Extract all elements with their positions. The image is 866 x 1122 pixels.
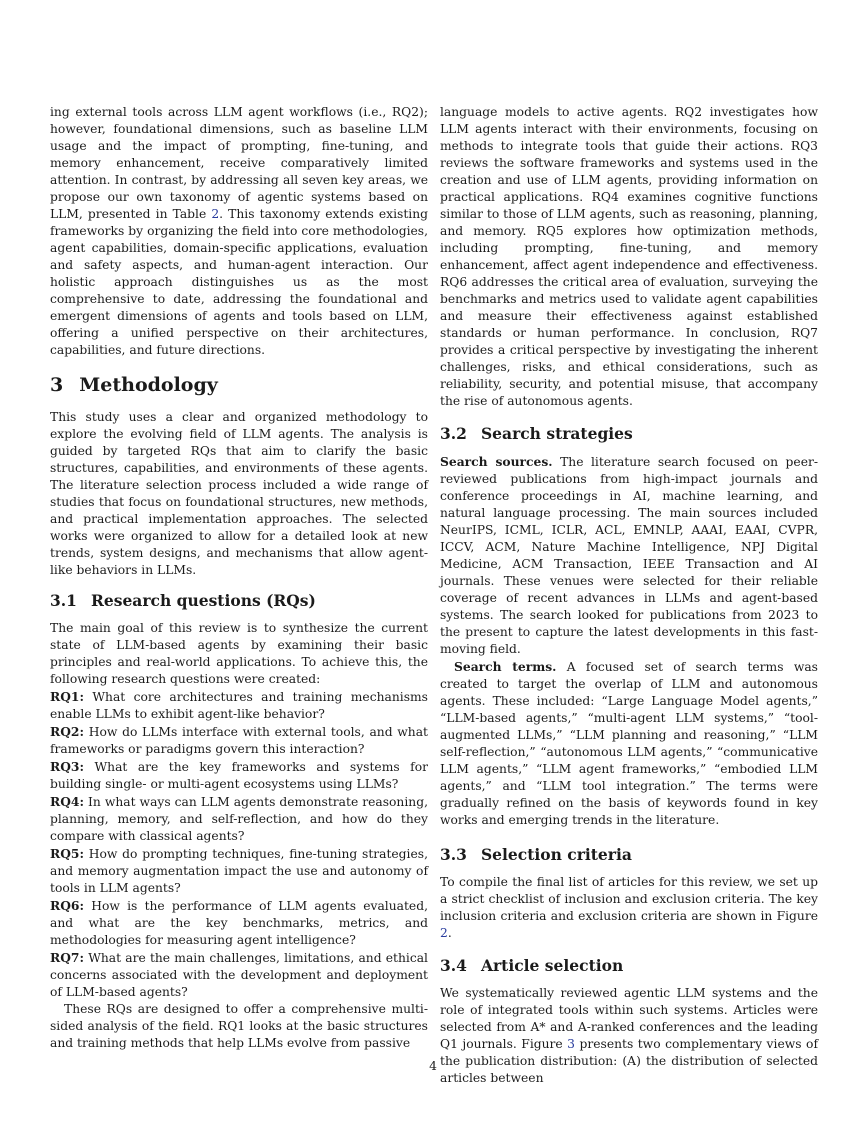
section-3-1-heading: 3.1 Research questions (RQs) (50, 591, 316, 610)
rq-continuation-paragraph: language models to active agents. RQ2 investigates how LLM agents interact with their environments, focusing on methods to integrate tools that guide their actions. RQ3 reviews the software frameworks and systems used in the creation and use of LLM agents, providing information on practical applications. RQ4 examines cognitive functions similar to those of LLM agents, such as reasoning, planning, and memory. RQ5 explores how optimization methods, including prompting, fine-tuning, and memory enhancement, affect agent independence and effectiveness. RQ6 addresses the critical area of evaluation, surveying the benchmarks and metrics used to validate agent capabilities and measure their effectiveness against established standards or human performance. In conclusion, RQ7 provides a critical perspective by investigating the inherent challenges, risks, and ethical considerations, such as reliability, security, and potential misuse, that accompany the rise of autonomous agents. (440, 105, 818, 408)
figure-3-ref-link[interactable]: 3 (567, 1037, 575, 1051)
rq2-item: RQ2: How do LLMs interface with external tools, and what frameworks or paradigms govern this interaction? (50, 724, 428, 756)
section-3-2-heading: 3.2 Search strategies (440, 424, 633, 443)
page-number: 4 (429, 1059, 437, 1073)
right-column (440, 104, 818, 1087)
rq-closing-paragraph: These RQs are designed to offer a comprehensive multi-sided analysis of the field. RQ1 looks at the basic structures and training methods that help LLMs evolve from passive (50, 1002, 428, 1050)
rq5-item: RQ5: How do prompting techniques, fine-tuning strategies, and memory augmentation impact the use and autonomy of tools in LLM agents? (50, 846, 428, 895)
table-2-ref-link[interactable]: 2 (211, 207, 220, 221)
research-questions-intro: The main goal of this review is to synthesize the current state of LLM-based agents by examining their basic principles and real-world applications. To achieve this, the following research questions were created: (50, 621, 428, 686)
selection-criteria-paragraph: To compile the final list of articles for this review, we set up a strict checklist of inclusion and exclusion criteria. The key inclusion criteria and exclusion criteria are shown in Figure 2. (440, 875, 818, 940)
rq7-item: RQ7: What are the main challenges, limitations, and ethical concerns associated with the development and deployment of LLM-based agents? (50, 950, 428, 999)
figure-2-ref-link[interactable]: 2 (440, 926, 448, 940)
rq6-item: RQ6: How is the performance of LLM agents evaluated, and what are the key benchmarks, metrics, and methodologies for measuring agent intelligence? (50, 898, 428, 947)
rq3-item: RQ3: What are the key frameworks and systems for building single- or multi-agent ecosystems using LLMs? (50, 759, 428, 791)
search-sources-paragraph: Search sources. The literature search focused on peer-reviewed publications from high-impact journals and conference proceedings in AI, machine learning, and natural language processing. The main sources included NeurIPS, ICML, ICLR, ACL, EMNLP, AAAI, EAAI, CVPR, ICCV, ACM, Nature Machine Intelligence, NPJ Digital Medicine, ACM Transaction, IEEE Transaction and AI journals. These venues were selected for their reliable coverage of recent advances in LLMs and agent-based systems. The search looked for publications from 2023 to the present to capture the latest developments in this fast-moving field. (440, 454, 819, 656)
section-3-3-heading: 3.3 Selection criteria (440, 845, 632, 864)
section-3-4-heading: 3.4 Article selection (440, 956, 624, 975)
search-terms-paragraph: Search terms. A focused set of search terms was created to target the overlap of LLM and autonomous agents. These included: “Large Language Model agents,” “LLM-based agents,” “multi-agent LLM systems,” “tool-augmented LLMs,” “LLM planning and reasoning,” “LLM self-reflection,” “autonomous LLM agents,” “communicative LLM agents,” “LLM agent frameworks,” “embodied LLM agents,” and “LLM tool integration.” The terms were gradually refined on the basis of keywords found in key works and emerging trends in the literature. (440, 659, 818, 827)
rq4-item: RQ4: In what ways can LLM agents demonstrate reasoning, planning, memory, and self-reflection, and how do they compare with classical agents? (50, 794, 428, 843)
article-selection-paragraph: We systematically reviewed agentic LLM systems and the role of integrated tools within such systems. Articles were selected from A* and A-ranked conferences and the leading Q1 journals. Figure 3 presents two complementary views of the publication distribution: (A) the distribution of selected articles between (440, 986, 818, 1085)
left-column (50, 104, 428, 1052)
section-3-heading: 3 Methodology (50, 374, 218, 396)
methodology-paragraph: This study uses a clear and organized methodology to explore the evolving field of LLM agents. The analysis is guided by targeted RQs that aim to clarify the basic structures, capabilities, and environments of these agents. The literature selection process included a wide range of studies that focus on foundational structures, new methods, and practical implementation approaches. The selected works were organized to allow for a detailed look at new trends, system designs, and mechanisms that allow agent-like behaviors in LLMs. (50, 410, 428, 577)
intro-paragraph: ing external tools across LLM agent workflows (i.e., RQ2); however, foundational dimensions, such as baseline LLM usage and the impact of prompting, fine-tuning, and memory enhancement, receive comparatively limited attention. In contrast, by addressing all seven key areas, we propose our own taxonomy of agentic systems based on LLM, presented in Table 2. This taxonomy extends existing frameworks by organizing the field into core methodologies, agent capabilities, domain-specific applications, evaluation and safety aspects, and human-agent interaction. Our holistic approach distinguishes us as the most comprehensive to date, addressing the foundational and emergent dimensions of agents and tools based on LLM, offering a unified perspective on their architectures, capabilities, and future directions. (50, 105, 429, 357)
rq1-item: RQ1: What core architectures and training mechanisms enable LLMs to exhibit agent-like behavior? (50, 689, 428, 721)
